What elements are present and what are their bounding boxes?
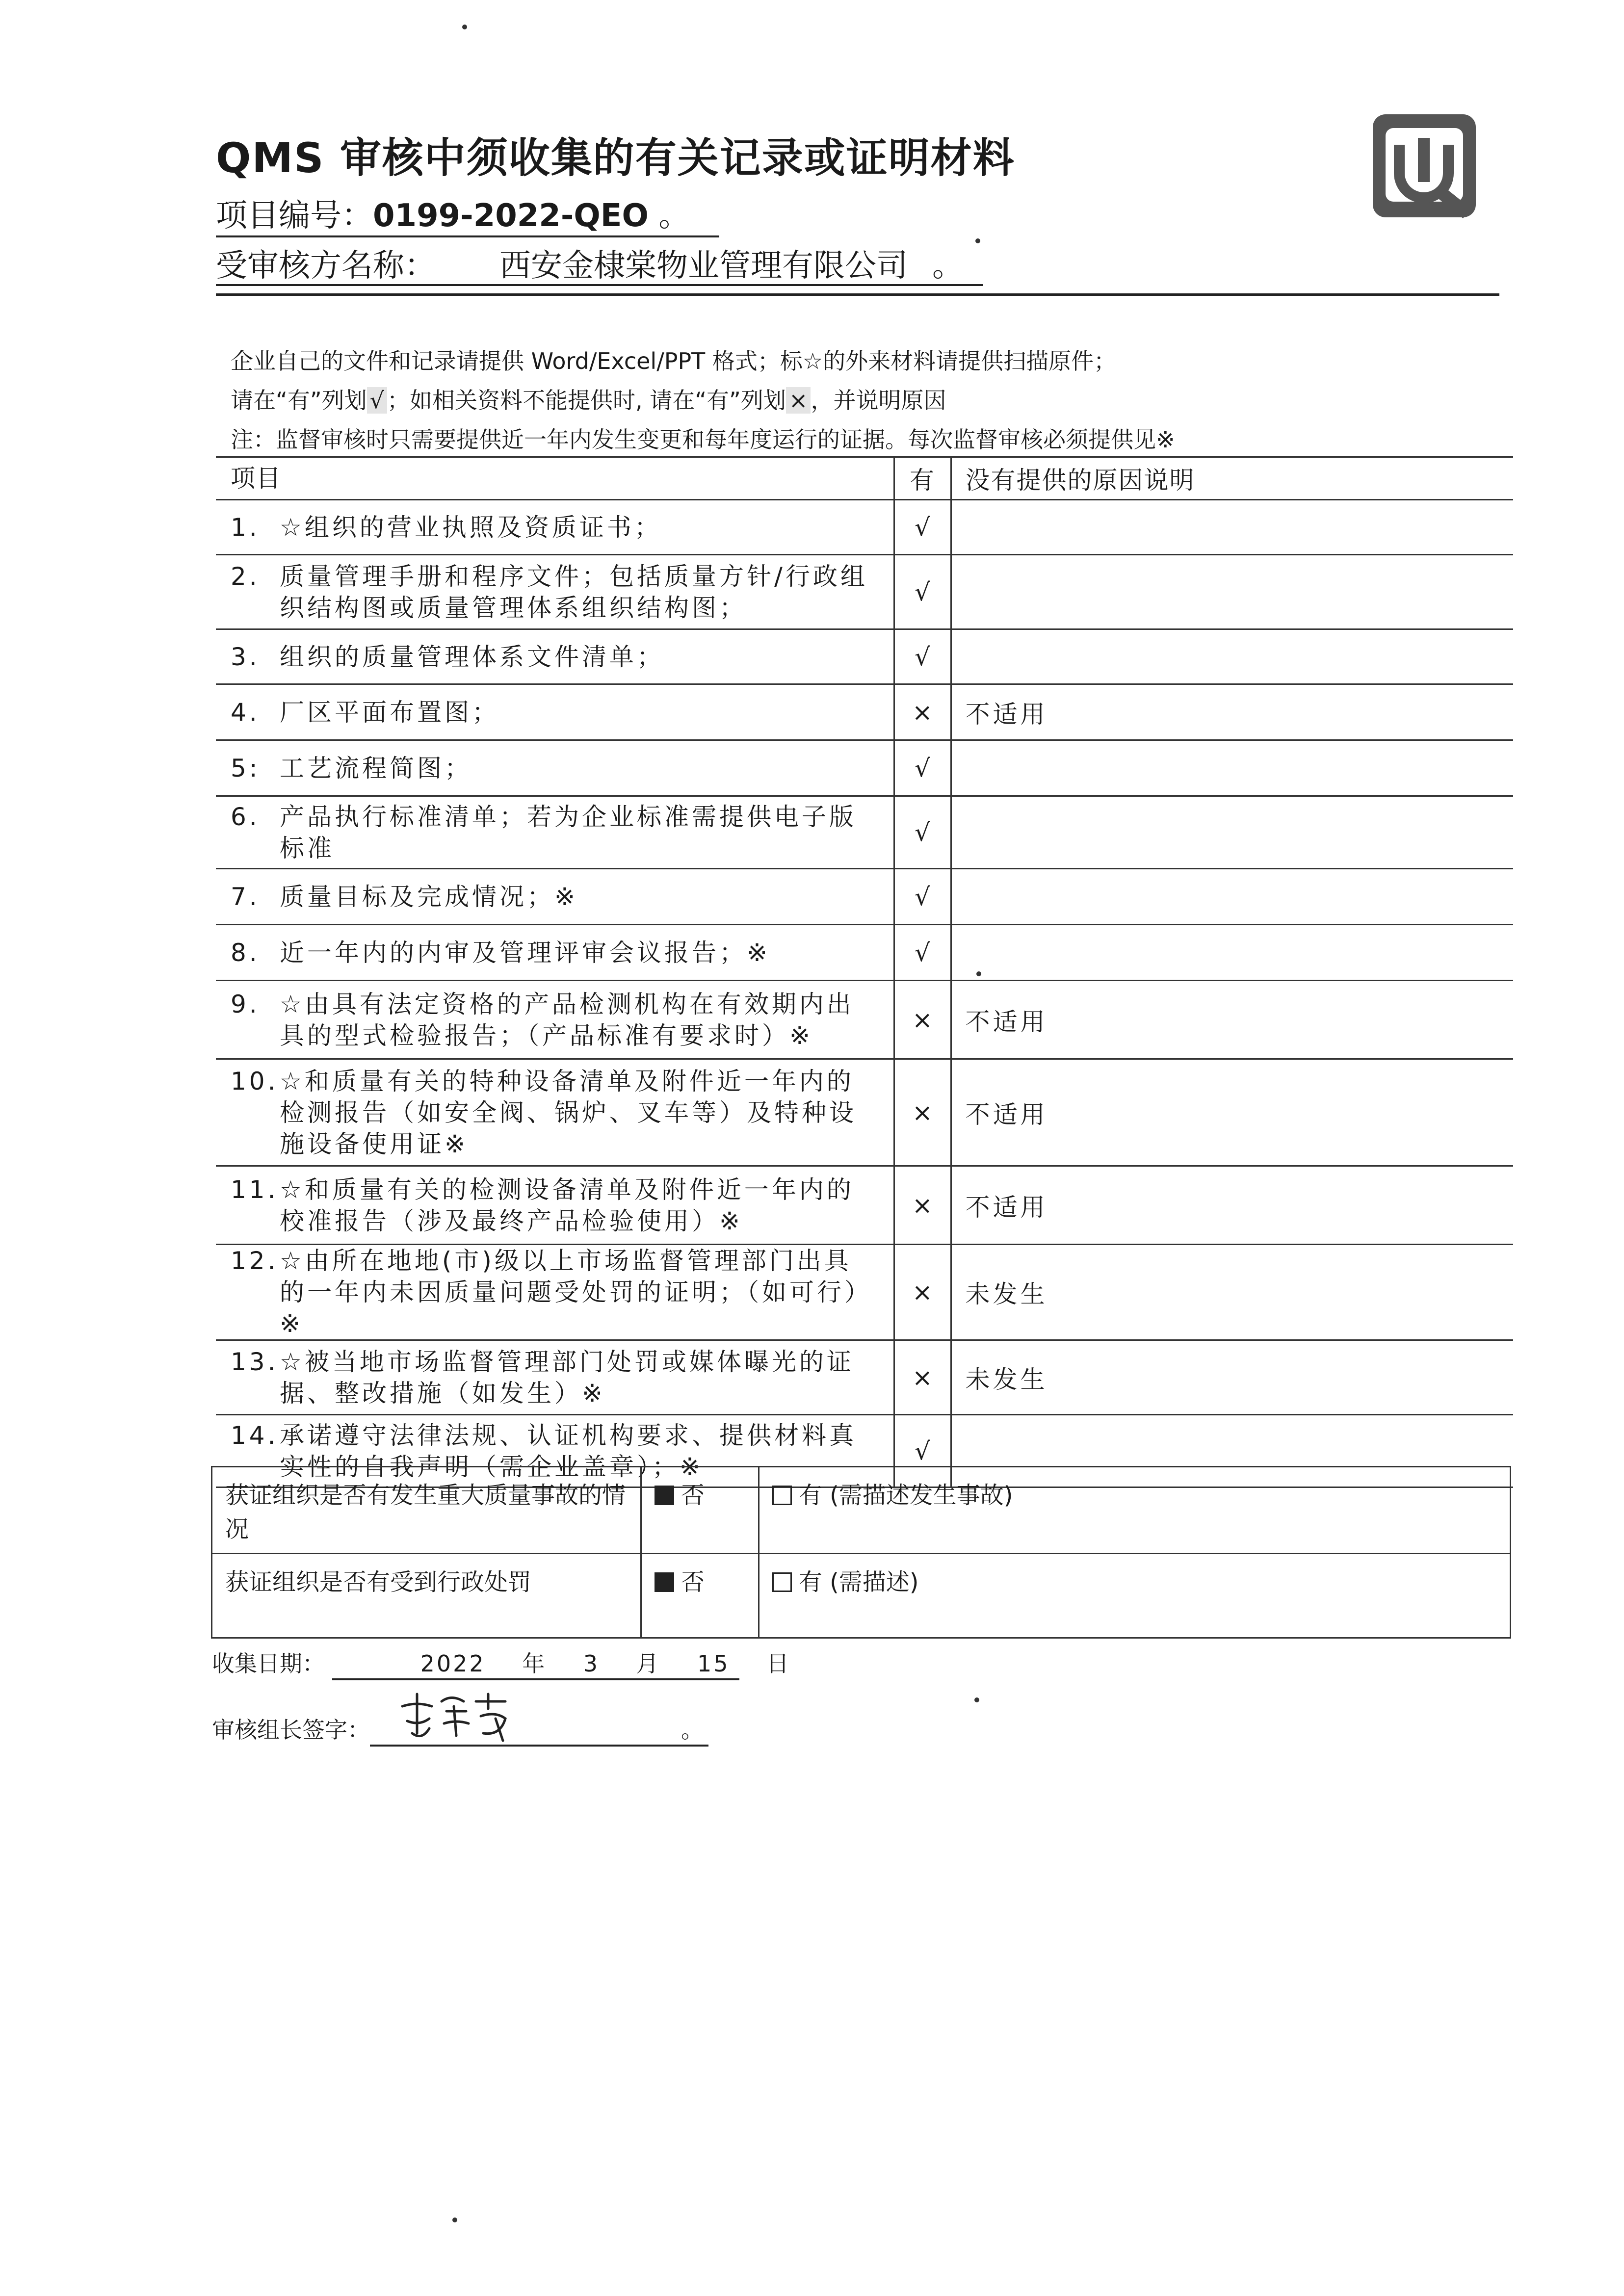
row-mark: × bbox=[894, 1059, 951, 1166]
row-number: 14. bbox=[231, 1421, 279, 1450]
header-divider bbox=[216, 293, 1499, 296]
row-number: 2. bbox=[231, 562, 260, 591]
row-number: 4. bbox=[231, 698, 260, 727]
row-text: 厂区平面布置图； bbox=[280, 698, 499, 727]
row-reason bbox=[951, 925, 1513, 981]
row-text: 近一年内的内审及管理评审会议报告；※ bbox=[280, 938, 770, 967]
row-number: 3. bbox=[231, 642, 260, 671]
row-mark: √ bbox=[894, 869, 951, 925]
table-row bbox=[216, 555, 1513, 629]
date-day-unit: 日 bbox=[766, 1650, 791, 1677]
row-text: 质量目标及完成情况；※ bbox=[280, 882, 578, 911]
scan-speck bbox=[974, 1697, 979, 1702]
row-reason: 未发生 bbox=[951, 1340, 1513, 1415]
signature-suffix: 。 bbox=[370, 1712, 708, 1747]
scan-speck bbox=[462, 25, 467, 29]
table-row bbox=[216, 1245, 1513, 1340]
row-mark: × bbox=[894, 981, 951, 1059]
handwritten-signature bbox=[393, 1687, 520, 1746]
row-text: 质量管理手册和程序文件；包括质量方针/行政组织结构图或质量管理体系组织结构图； bbox=[280, 562, 868, 622]
table-row bbox=[216, 1340, 1513, 1415]
note-line-3: 注：监督审核时只需要提供近一年内发生变更和每年度运行的证据。每次监督审核必须提供见※ bbox=[231, 426, 1175, 453]
scan-speck bbox=[452, 2218, 457, 2222]
row-number: 11. bbox=[231, 1175, 279, 1204]
row-reason bbox=[951, 796, 1513, 869]
row-mark: √ bbox=[894, 925, 951, 981]
row-text: 工艺流程简图； bbox=[280, 754, 472, 783]
header-reason: 没有提供的原因说明 bbox=[951, 457, 1513, 500]
header-has: 有 bbox=[894, 457, 951, 500]
row-text: ☆由所在地地(市)级以上市场监督管理部门出具的一年内未因质量问题受处罚的证明；（如可行）※ bbox=[280, 1247, 872, 1338]
row-reason bbox=[951, 500, 1513, 555]
row-text: 产品执行标准清单；若为企业标准需提供电子版标准 bbox=[280, 802, 857, 862]
table-row bbox=[216, 869, 1513, 925]
row-number: 9. bbox=[231, 990, 260, 1018]
date-year: 2022 bbox=[420, 1650, 486, 1677]
unchecked-box-icon bbox=[772, 1572, 792, 1592]
table-row bbox=[216, 684, 1513, 740]
checked-box-icon bbox=[655, 1572, 674, 1592]
incident-no-option[interactable] bbox=[641, 1467, 759, 1554]
row-number: 7. bbox=[231, 882, 260, 911]
note-line-2 bbox=[231, 383, 946, 415]
row-number: 1. bbox=[231, 513, 260, 542]
row-reason bbox=[951, 740, 1513, 796]
incident-row bbox=[212, 1554, 1511, 1638]
table-row bbox=[216, 1059, 1513, 1166]
row-mark: √ bbox=[894, 740, 951, 796]
row-number: 6. bbox=[231, 802, 260, 831]
incident-question: 获证组织是否有发生重大质量事故的情况 bbox=[212, 1467, 641, 1554]
row-reason bbox=[951, 555, 1513, 629]
incident-yes-option[interactable] bbox=[759, 1467, 1510, 1554]
row-number: 8. bbox=[231, 938, 260, 967]
incident-no-label: 否 bbox=[681, 1482, 705, 1509]
table-row bbox=[216, 740, 1513, 796]
row-text: ☆和质量有关的特种设备清单及附件近一年内的检测报告（如安全阀、锅炉、叉车等）及特种设施设备使用证※ bbox=[280, 1067, 857, 1158]
row-mark: × bbox=[894, 1245, 951, 1340]
scan-speck bbox=[976, 971, 981, 976]
project-number-label: 项目编号： bbox=[216, 198, 373, 234]
row-mark: √ bbox=[894, 500, 951, 555]
auditee-value: 西安金棣棠物业管理有限公司 bbox=[455, 248, 922, 286]
table-row bbox=[216, 925, 1513, 981]
table-row bbox=[216, 629, 1513, 684]
project-number-value: 0199-2022-QEO bbox=[373, 198, 649, 234]
note-line-2-b: ；如相关资料不能提供时, 请在“有”列划 bbox=[387, 387, 786, 414]
materials-table bbox=[216, 456, 1513, 1488]
row-mark: × bbox=[894, 1166, 951, 1245]
table-header-row bbox=[216, 457, 1513, 500]
row-mark: √ bbox=[894, 629, 951, 684]
row-mark: × bbox=[894, 1340, 951, 1415]
row-reason: 不适用 bbox=[951, 684, 1513, 740]
signature-label: 审核组长签字： bbox=[212, 1717, 370, 1743]
incident-question: 获证组织是否有受到行政处罚 bbox=[212, 1554, 641, 1638]
table-row bbox=[216, 500, 1513, 555]
check-mark-example: √ bbox=[367, 387, 387, 414]
auditee-name bbox=[216, 240, 983, 286]
incident-yes-label: 有 (需描述) bbox=[798, 1568, 919, 1596]
table-row bbox=[216, 796, 1513, 869]
row-number: 12. bbox=[231, 1247, 279, 1275]
table-row bbox=[216, 1166, 1513, 1245]
date-month-unit: 月 bbox=[636, 1650, 661, 1677]
row-number: 5: bbox=[231, 754, 261, 783]
row-mark: √ bbox=[894, 1415, 951, 1487]
date-year-unit: 年 bbox=[522, 1650, 547, 1677]
project-number-suffix: 。 bbox=[658, 198, 690, 234]
row-reason bbox=[951, 629, 1513, 684]
row-reason: 不适用 bbox=[951, 981, 1513, 1059]
row-reason: 不适用 bbox=[951, 1059, 1513, 1166]
row-text: 承诺遵守法律法规、认证机构要求、提供材料真实性的自我声明（需企业盖章）；※ bbox=[280, 1421, 857, 1481]
header-item: 项目 bbox=[216, 457, 894, 500]
cross-mark-example: × bbox=[786, 387, 811, 414]
row-text: ☆被当地市场监督管理部门处罚或媒体曝光的证据、整改措施（如发生）※ bbox=[280, 1347, 854, 1408]
collection-date-value bbox=[332, 1646, 791, 1680]
incident-yes-label: 有 (需描述发生事故) bbox=[798, 1482, 1013, 1509]
row-reason: 不适用 bbox=[951, 1166, 1513, 1245]
row-reason bbox=[951, 869, 1513, 925]
unchecked-box-icon bbox=[772, 1486, 792, 1505]
certification-logo-icon bbox=[1369, 110, 1482, 223]
row-number: 13. bbox=[231, 1347, 279, 1376]
row-text: ☆和质量有关的检测设备清单及附件近一年内的校准报告（涉及最终产品检验使用）※ bbox=[280, 1175, 854, 1235]
checked-box-icon bbox=[655, 1486, 674, 1505]
page-title: QMS 审核中须收集的有关记录或证明材料 bbox=[216, 134, 1015, 182]
incident-row bbox=[212, 1467, 1511, 1554]
incident-table bbox=[211, 1466, 1511, 1639]
collection-date-label: 收集日期： bbox=[212, 1650, 325, 1677]
note-line-2-a: 请在“有”列划 bbox=[231, 387, 367, 414]
table-row bbox=[216, 981, 1513, 1059]
incident-no-option[interactable] bbox=[641, 1554, 759, 1638]
note-line-1: 企业自己的文件和记录请提供 Word/Excel/PPT 格式；标☆的外来材料请提供扫描原件； bbox=[231, 348, 1117, 374]
row-mark: √ bbox=[894, 796, 951, 869]
row-text: 组织的质量管理体系文件清单； bbox=[280, 642, 664, 671]
incident-yes-option[interactable] bbox=[759, 1554, 1510, 1638]
row-text: ☆由具有法定资格的产品检测机构在有效期内出具的型式检验报告；（产品标准有要求时）※ bbox=[280, 990, 854, 1050]
date-month: 3 bbox=[583, 1650, 600, 1677]
auditee-suffix: 。 bbox=[922, 248, 983, 286]
row-reason: 未发生 bbox=[951, 1245, 1513, 1340]
auditee-label: 受审核方名称： bbox=[216, 248, 455, 286]
project-number bbox=[216, 190, 719, 237]
date-day: 15 bbox=[697, 1650, 730, 1677]
row-text: ☆组织的营业执照及资质证书； bbox=[280, 513, 662, 542]
row-mark: √ bbox=[894, 555, 951, 629]
row-number: 10. bbox=[231, 1067, 279, 1096]
note-line-2-c: ，并说明原因 bbox=[811, 387, 946, 414]
incident-no-label: 否 bbox=[681, 1568, 705, 1596]
scan-speck bbox=[975, 238, 980, 243]
collection-date bbox=[212, 1646, 791, 1680]
row-mark: × bbox=[894, 684, 951, 740]
